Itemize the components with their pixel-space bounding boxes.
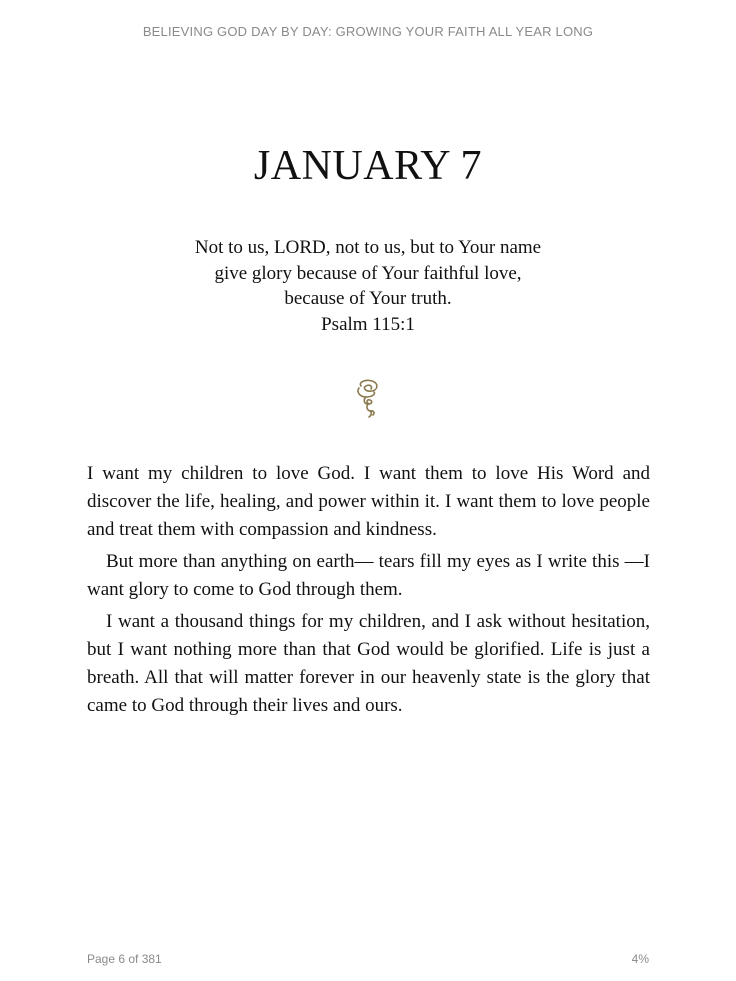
progress-percent: 4% [631, 952, 649, 966]
body-paragraph: I want a thousand things for my children, and I ask without hesitation, but I want nothing more than that God would be glorified. Life is just a breath. All that will matter forever in our heavenly state is the glory that came to God through their lives and ours. [87, 611, 650, 716]
body-paragraph: I want my children to love God. I want them to love His Word and discover the life, healing, and power within it. I want them to love people and treat them with compassion and kindness. [87, 463, 650, 540]
chapter-title: JANUARY 7 [253, 143, 483, 189]
book-title-header: BELIEVING GOD DAY BY DAY: GROWING YOUR FAITH ALL YEAR LONG [142, 24, 594, 39]
swirl-ornament-icon [352, 378, 384, 420]
page-indicator: Page 6 of 381 [87, 952, 162, 966]
body-paragraph: But more than anything on earth— tears fill my eyes as I write this —I want glory to come to God through them. [87, 551, 650, 600]
body-text [87, 460, 650, 724]
epigraph-line: give glory because of Your faithful love, [214, 262, 522, 284]
epigraph [0, 235, 736, 337]
epigraph-line: Not to us, LORD, not to us, but to Your name [194, 237, 542, 258]
epigraph-line: because of Your truth. [284, 288, 452, 309]
epigraph-reference: Psalm 115:1 [321, 313, 415, 335]
